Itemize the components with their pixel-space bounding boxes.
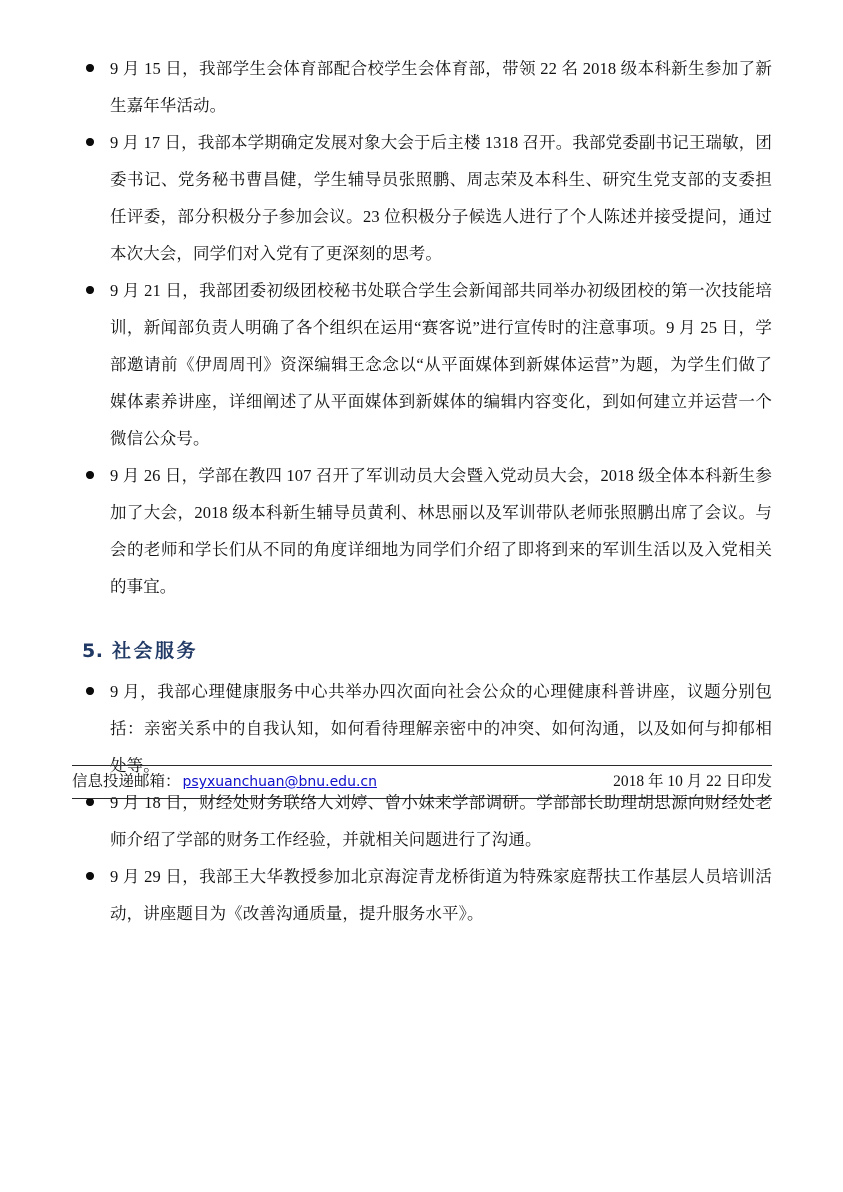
section-5-bullet-list — [72, 673, 772, 932]
footer-publish-date: 2018 年 10 月 22 日印发 — [613, 773, 772, 790]
section-heading-social-service — [72, 635, 772, 667]
bullet-dot-icon — [86, 872, 94, 880]
list-item — [72, 50, 772, 124]
page-content — [72, 50, 772, 932]
footer-email-label: 信息投递邮箱： — [72, 773, 181, 790]
list-item-text: 9 月 17 日，我部本学期确定发展对象大会于后主楼 1318 召开。我部党委副书记王瑞敏，团委书记、党务秘书曹昌健，学生辅导员张照鹏、周志荣及本科生、研究生党支部的支委担任评委，部分积极分子参加会议。23 位积极分子候选人进行了个人陈述并接受提问，通过本次大会，同学们对入党有了更深刻的思考。 — [110, 133, 772, 263]
page-footer — [72, 765, 772, 799]
list-item-text: 9 月，我部心理健康服务中心共举办四次面向社会公众的心理健康科普讲座，议题分别包括：亲密关系中的自我认知，如何看待理解亲密中的冲突、如何沟通，以及如何与抑郁相处等。 — [110, 682, 772, 775]
bullet-dot-icon — [86, 798, 94, 806]
list-item-text: 9 月 29 日，我部王大华教授参加北京海淀青龙桥街道为特殊家庭帮扶工作基层人员培训活动，讲座题目为《改善沟通质量，提升服务水平》。 — [110, 867, 772, 923]
list-item-text: 9 月 26 日，学部在教四 107 召开了军训动员大会暨入党动员大会，2018 级全体本科新生参加了大会，2018 级本科新生辅导员黄利、林思丽以及军训带队老师张照鹏出席了会议。与会的老师和学长们从不同的角度详细地为同学们介绍了即将到来的军训生活以及入党相关的事宜。 — [110, 466, 772, 596]
list-item — [72, 124, 772, 272]
list-item-text: 9 月 18 日，财经处财务联络人刘婷、曾小妹来学部调研。学部部长助理胡思源向财经处老师介绍了学部的财务工作经验，并就相关问题进行了沟通。 — [110, 793, 772, 849]
bullet-dot-icon — [86, 64, 94, 72]
list-item-text: 9 月 15 日，我部学生会体育部配合校学生会体育部，带领 22 名 2018 级本科新生参加了新生嘉年华活动。 — [110, 59, 772, 115]
section-title: 社会服务 — [112, 640, 199, 662]
list-item — [72, 858, 772, 932]
footer-contact — [72, 769, 377, 795]
list-item-text: 9 月 21 日，我部团委初级团校秘书处联合学生会新闻部共同举办初级团校的第一次技能培训，新闻部负责人明确了各个组织在运用“赛客说”进行宣传时的注意事项。9 月 25 日，学部邀请前《伊周周刊》资深编辑王念念以“从平面媒体到新媒体运营”为题，为学生们做了媒体素养讲座，详细阐述了从平面媒体到新媒体的编辑内容变化，到如何建立并运营一个微信公众号。 — [110, 281, 772, 448]
footer-email-link[interactable]: psyxuanchuan@bnu.edu.cn — [182, 774, 377, 790]
bullet-dot-icon — [86, 138, 94, 146]
top-bullet-list — [72, 50, 772, 605]
bullet-dot-icon — [86, 471, 94, 479]
list-item — [72, 272, 772, 457]
list-item — [72, 457, 772, 605]
bullet-dot-icon — [86, 286, 94, 294]
section-number: 5. — [82, 640, 104, 662]
bullet-dot-icon — [86, 687, 94, 695]
